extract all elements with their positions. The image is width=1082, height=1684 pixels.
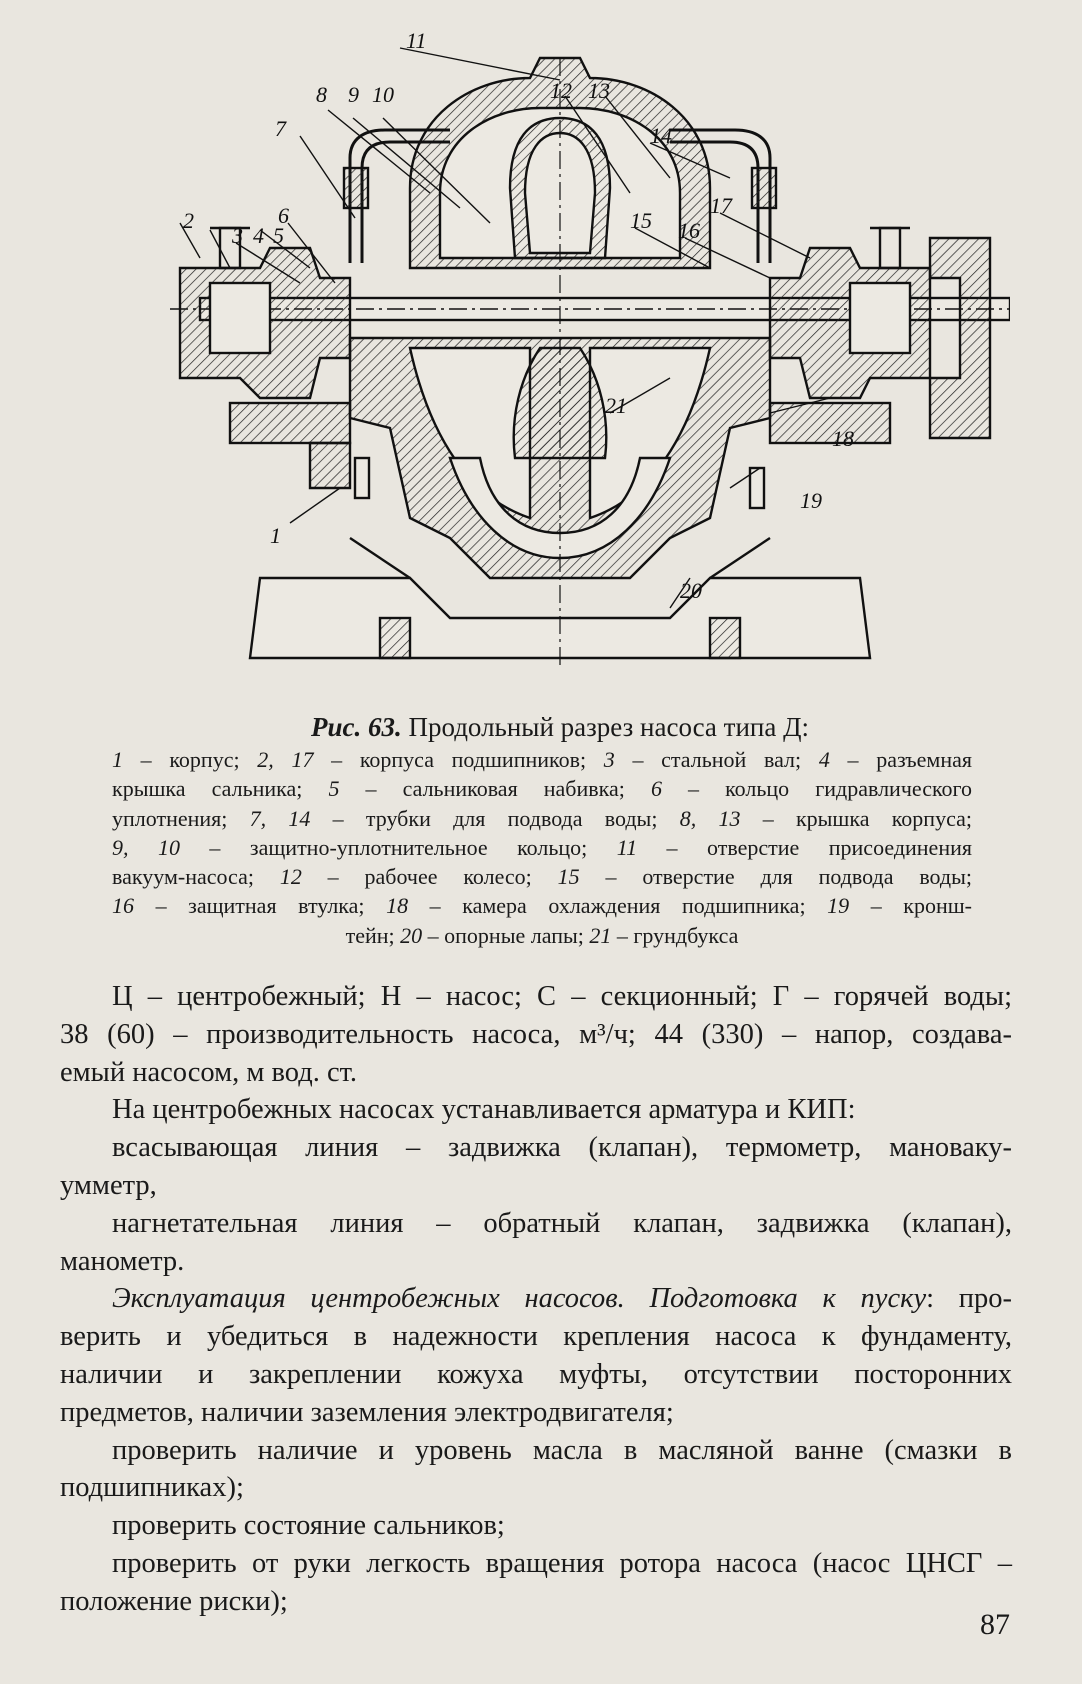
label-20: 20: [680, 578, 702, 603]
label-4: 4: [253, 223, 264, 248]
label-21: 21: [605, 393, 627, 418]
legend-number: 16: [112, 893, 134, 919]
legend-text: – камера охлаждения подшипника;: [408, 893, 828, 919]
legend-number: 21: [589, 922, 612, 948]
legend-text: тейн;: [345, 922, 401, 948]
text-line: верить и убедиться в надежности крепления насоса к фундаменту,: [60, 1321, 1012, 1353]
label-13: 13: [588, 78, 610, 103]
legend-line: [112, 745, 972, 774]
legend-text: – рабочее колесо;: [301, 864, 558, 890]
figure-legend: [112, 745, 972, 950]
label-10: 10: [372, 82, 394, 107]
legend-number: 15: [557, 864, 580, 890]
label-5: 5: [273, 223, 284, 248]
label-9: 9: [348, 82, 359, 107]
label-12: 12: [550, 78, 572, 103]
legend-number: 11: [616, 834, 638, 860]
legend-text: – защитно-уплотнительное кольцо;: [179, 834, 617, 860]
text-line: [60, 1280, 1012, 1318]
legend-line: [112, 804, 972, 833]
legend-number: 19: [827, 893, 850, 919]
legend-number: 7, 14: [249, 805, 311, 831]
legend-text: – кронш-: [849, 893, 972, 919]
text-line: подшипниках);: [60, 1472, 244, 1504]
label-3: 3: [232, 223, 243, 248]
legend-number: 1: [112, 747, 123, 772]
text-line: проверить состояние сальников;: [112, 1510, 505, 1542]
figure-number: Рис. 63.: [310, 712, 402, 742]
legend-text: – защитная втулка;: [134, 893, 387, 919]
legend-number: 8, 13: [679, 805, 741, 831]
legend-text: – разъемная: [829, 747, 972, 772]
label-19: 19: [800, 488, 822, 513]
legend-text: – кольцо гидравлического: [661, 776, 973, 802]
section-heading: Эксплуатация центробежных насосов. Подготовка к пуску: [112, 1283, 927, 1315]
legend-text: – стальной вал;: [614, 747, 819, 772]
legend-text: – трубки для подвода воды;: [310, 805, 680, 831]
text-line: манометр.: [60, 1245, 185, 1277]
page-number: 87: [980, 1608, 1010, 1641]
legend-text: – корпус;: [123, 747, 258, 772]
legend-text: вакуум-насоса;: [112, 864, 280, 890]
text-line: проверить от руки легкость вращения ротора насоса (насос ЦНСГ –: [112, 1547, 1012, 1579]
text-line: нагнетательная линия – обратный клапан, задвижка (клапан),: [112, 1207, 1012, 1239]
label-14: 14: [650, 123, 672, 148]
legend-text: – отверстие присоединения: [637, 834, 972, 860]
legend-text: – сальниковая набивка;: [339, 776, 651, 802]
legend-number: 5: [328, 776, 340, 802]
text-line: Ц – центробежный; Н – насос; С – секционный; Г – горячей воды;: [112, 981, 1012, 1012]
text-line: емый насосом, м вод. ст.: [60, 1056, 358, 1088]
label-2: 2: [183, 208, 194, 233]
text-line: проверить наличие и уровень масла в масляной ванне (смазки в: [112, 1434, 1012, 1466]
legend-text: уплотнения;: [112, 805, 250, 831]
legend-number: 6: [650, 776, 662, 802]
legend-text: крышка сальника;: [112, 776, 329, 802]
label-15: 15: [630, 208, 652, 233]
text-fragment: : про-: [926, 1283, 1012, 1315]
legend-line: [112, 833, 972, 862]
pump-cross-section-figure: [110, 18, 1010, 708]
text-line: наличии и закреплении кожуха муфты, отсутствии посторонних: [60, 1358, 1012, 1390]
text-line: умметр,: [60, 1169, 157, 1201]
text-line: 38 (60) – производительность насоса, м³/ч; 44 (330) – напор, создава-: [60, 1018, 1012, 1050]
label-17: 17: [710, 193, 732, 218]
label-16: 16: [678, 218, 700, 243]
legend-text: – опорные лапы;: [422, 922, 590, 948]
legend-number: 9, 10: [112, 834, 180, 860]
text-line: положение риски);: [60, 1585, 288, 1617]
legend-text: – грундбукса: [611, 922, 739, 948]
label-11: 11: [406, 28, 427, 53]
pump-drawing: [110, 18, 1010, 708]
legend-line: [112, 921, 972, 950]
legend-text: – корпуса подшипников;: [313, 747, 604, 772]
body-text: [60, 978, 1012, 1621]
label-7: 7: [275, 116, 286, 141]
figure-caption: [110, 712, 1010, 743]
legend-text: – крышка корпуса;: [740, 805, 972, 831]
legend-number: 18: [386, 893, 409, 919]
legend-number: 2, 17: [257, 747, 314, 772]
text-line: На центробежных насосах устанавливается арматура и КИП:: [112, 1094, 856, 1126]
label-18: 18: [832, 426, 854, 451]
text-line: предметов, наличии заземления электродвигателя;: [60, 1396, 674, 1428]
legend-number: 12: [279, 864, 302, 890]
legend-text: – отверстие для подвода воды;: [579, 864, 973, 890]
label-8: 8: [316, 82, 327, 107]
figure-title: Продольный разрез насоса типа Д:: [408, 712, 810, 742]
legend-line: [112, 774, 972, 803]
legend-number: 20: [400, 922, 423, 948]
label-1: 1: [270, 523, 281, 548]
legend-number: 4: [818, 747, 830, 772]
text-line: всасывающая линия – задвижка (клапан), термометр, мановаку-: [112, 1132, 1012, 1164]
legend-number: 3: [603, 747, 615, 772]
label-6: 6: [278, 203, 289, 228]
legend-line: [112, 862, 972, 891]
legend-line: [112, 891, 972, 920]
